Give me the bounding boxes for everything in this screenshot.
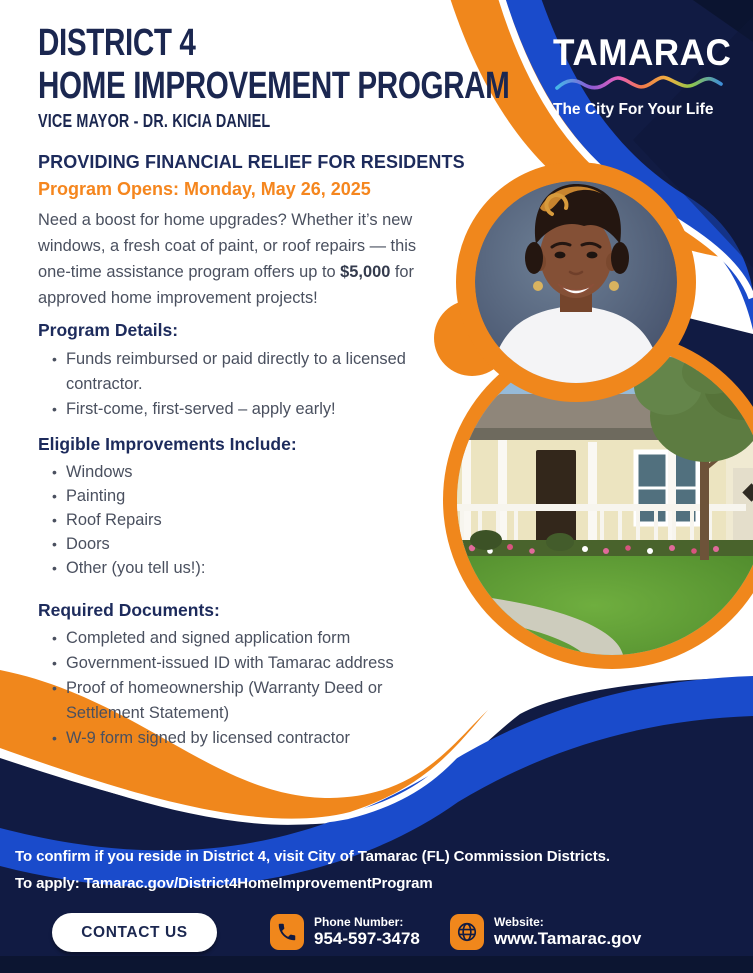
website-label: Website: <box>494 915 544 929</box>
title-line-1: DISTRICT 4 <box>38 22 196 64</box>
title-line-2: HOME IMPROVEMENT PROGRAM <box>38 65 510 107</box>
list-item: • Funds reimbursed or paid directly to a licensed contractor. <box>66 347 418 397</box>
tamarac-logo-tagline: The City For Your Life <box>553 101 714 118</box>
list-item: • Other (you tell us!): <box>66 556 418 580</box>
phone-tile <box>270 914 304 950</box>
tamarac-logo <box>553 32 733 119</box>
phone-icon <box>276 921 298 943</box>
website-contact[interactable] <box>450 914 641 950</box>
intro-heading: PROVIDING FINANCIAL RELIEF FOR RESIDENTS <box>38 152 465 172</box>
list-item: • Doors <box>66 532 418 556</box>
required-documents-list <box>38 626 418 751</box>
section-heading-eligible-improvements: Eligible Improvements Include: <box>38 434 297 454</box>
section-heading-required-documents: Required Documents: <box>38 600 220 620</box>
list-item: • First-come, first-served – apply early! <box>66 397 418 422</box>
vice-mayor-photo <box>475 181 677 383</box>
list-item: • Roof Repairs <box>66 508 418 532</box>
globe-icon <box>456 921 478 943</box>
footer-confirm-line: To confirm if you reside in District 4, visit City of Tamarac (FL) Commission Districts. <box>15 848 610 865</box>
intro-paragraph <box>38 207 442 311</box>
program-details-list <box>38 347 418 422</box>
phone-contact[interactable] <box>270 914 420 950</box>
list-item: • Completed and signed application form <box>66 626 418 651</box>
website-url: www.Tamarac.gov <box>494 929 642 948</box>
list-item: • Windows <box>66 460 418 484</box>
list-item: • Government-issued ID with Tamarac address <box>66 651 418 676</box>
website-text <box>494 916 641 948</box>
website-tile <box>450 914 484 950</box>
tamarac-logo-wordmark: TAMARAC <box>553 32 732 73</box>
eligible-improvements-list <box>38 460 418 580</box>
list-item: • Painting <box>66 484 418 508</box>
phone-text <box>314 916 420 948</box>
list-item: • W-9 form signed by licensed contractor <box>66 726 418 751</box>
contact-us-label: CONTACT US <box>81 923 188 941</box>
phone-label: Phone Number: <box>314 915 404 929</box>
footer-apply-line: To apply: Tamarac.gov/District4HomeImprovementProgram <box>15 875 433 892</box>
contact-us-button[interactable] <box>52 913 217 952</box>
intro-amount: $5,000 <box>340 263 391 281</box>
intro-text-after: for approved home improvement projects! <box>38 263 414 307</box>
list-item: • Proof of homeownership (Warranty Deed or Settlement Statement) <box>66 676 418 726</box>
program-opens-date: Program Opens: Monday, May 26, 2025 <box>38 179 371 199</box>
intro-text-before: Need a boost for home upgrades? Whether it’s new windows, a fresh coat of paint, or roof repairs — this one-time assistance program offers up to <box>38 211 417 281</box>
phone-number: 954-597-3478 <box>314 929 420 948</box>
page-title <box>38 22 642 108</box>
vice-mayor-name: VICE MAYOR - DR. KICIA DANIEL <box>38 111 271 131</box>
section-heading-program-details: Program Details: <box>38 320 179 340</box>
rainbow-squiggle-icon <box>553 75 725 93</box>
